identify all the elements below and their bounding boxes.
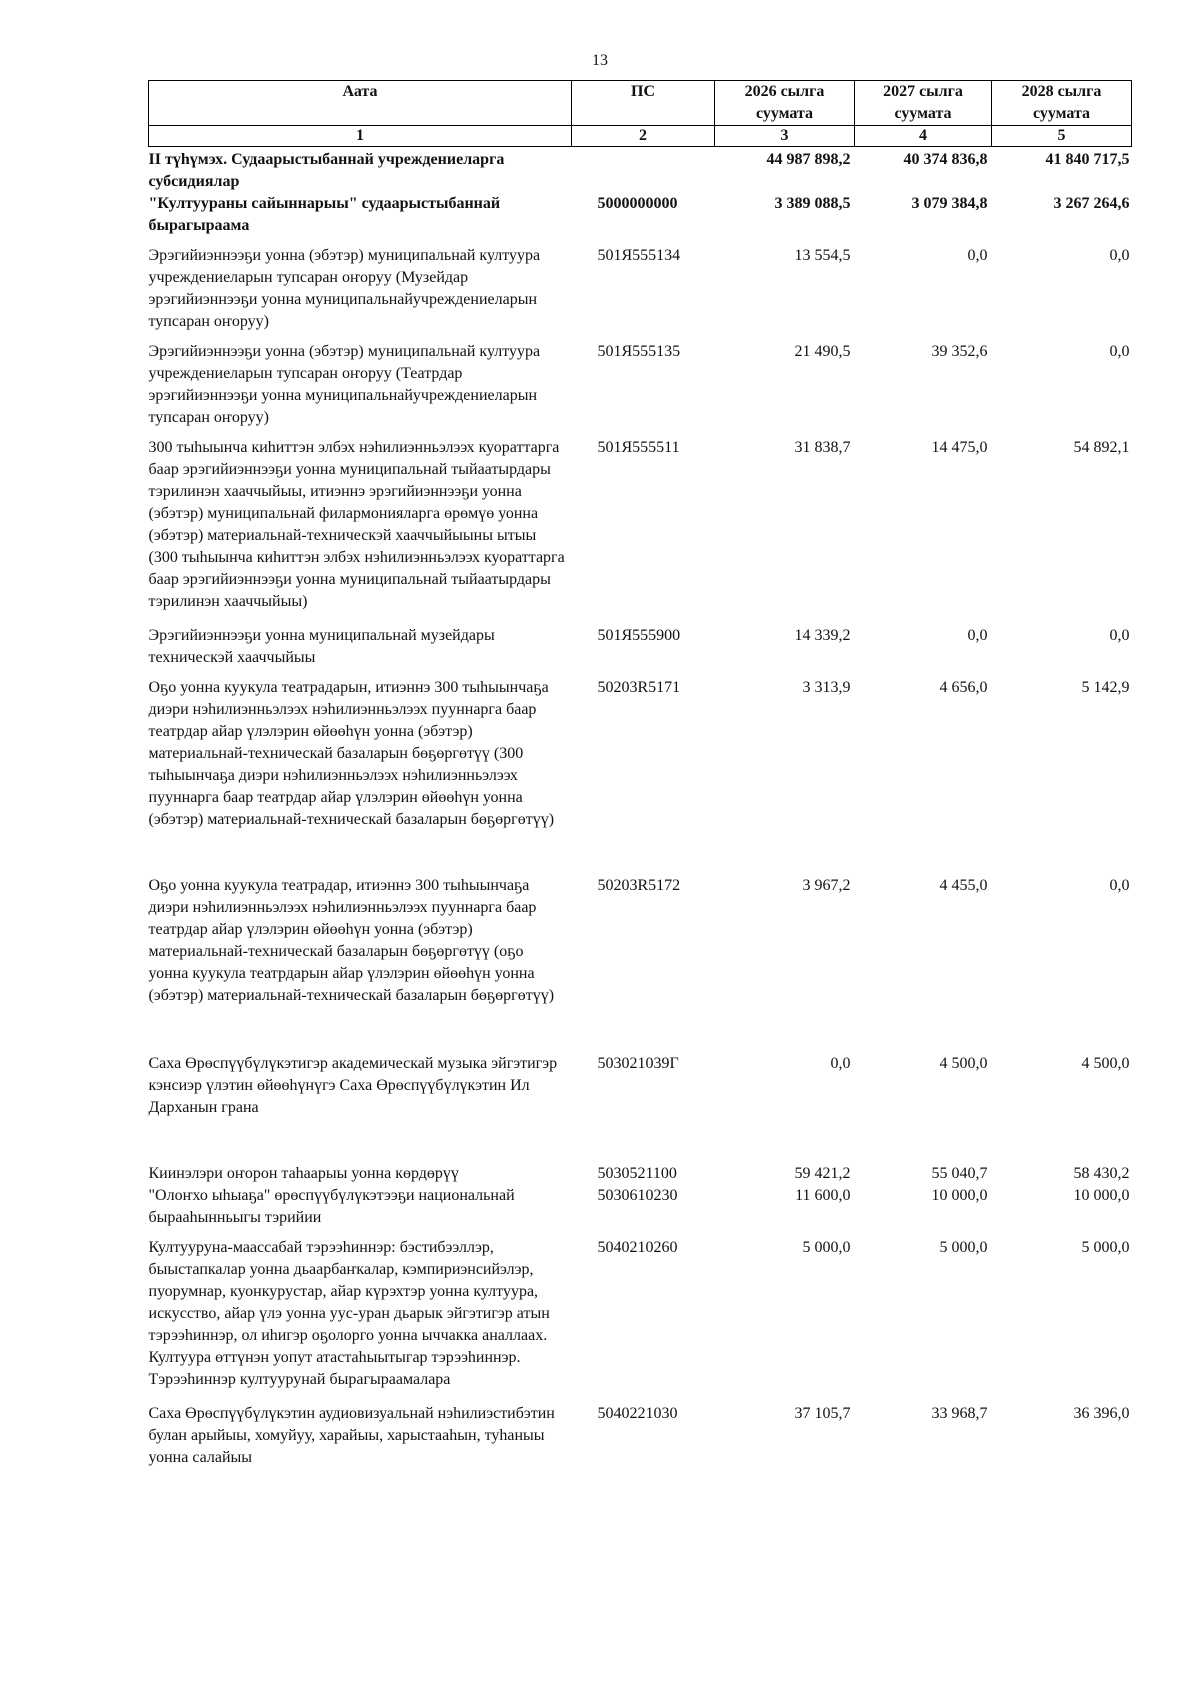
column-number: 2 — [572, 126, 715, 147]
row-value-2026: 3 389 088,5 — [774, 195, 851, 212]
table-row — [149, 147, 1132, 194]
row-value-2027: 4 656,0 — [939, 679, 988, 696]
row-name: Оҕо уонна куукула театрадар, итиэннэ 300 тыһыынчаҕа диэри нэһилиэнньэлээх нэһилиэнньэлээх пууннарга баар театрдар айар үлэлэрин өйөөһүн уонна (эбэтэр) материальнай-техническай базаларын бөҕөргөтүү (оҕо уонна куукула театрдарын айар үлэлэрин өйөөһүн уонна (эбэтэр) материальнай-техническай базаларын бөҕөргөтүү) — [148, 877, 555, 1004]
table-row — [149, 613, 1132, 669]
row-name: Эрэгийиэннээҕи уонна (эбэтэр) муниципальнай култуура учреждениеларын тупсаран оҥоруу (Театрдар эрэгийиэннээҕи уонна муниципальнайучреждениеларын тупсаран оҥоруу) — [148, 343, 541, 426]
row-code: 501Я555135 — [597, 343, 681, 360]
header-year-2028: 2028 сылга суумата — [992, 81, 1132, 126]
row-name: Киинэлэри оҥорон таһаарыы уонна көрдөрүү — [148, 1165, 459, 1182]
row-value-2026: 13 554,5 — [794, 247, 851, 264]
row-value-2026: 44 987 898,2 — [766, 151, 851, 168]
row-name: Эрэгийиэннээҕи уонна муниципальнай музейдары техническэй хааччыйыы — [148, 627, 495, 666]
row-code: 5030610230 — [597, 1187, 678, 1204]
table-row — [149, 1119, 1132, 1185]
header-year-2026: 2026 сылга суумата — [715, 81, 855, 126]
row-value-2026: 0,0 — [830, 1055, 851, 1072]
column-number: 5 — [992, 126, 1132, 147]
column-number: 1 — [149, 126, 572, 147]
row-value-2027: 0,0 — [967, 627, 988, 644]
row-value-2028: 54 892,1 — [1073, 439, 1130, 456]
column-number: 4 — [855, 126, 992, 147]
table-row — [149, 333, 1132, 429]
row-name: 300 тыһыынча киһиттэн элбэх нэһилиэнньэлээх куораттарга баар эрэгийиэннээҕи уонна муниципальнай тыйаатырдары тэрилинэн хааччыйыы, итиэннэ эрэгийиэннээҕи уонна (эбэтэр) муниципальнай филармонияларга өрөмүө уонна (эбэтэр) материальнай-техническэй хааччыйыыны ытыы (300 тыһыынча киһиттэн элбэх нэһилиэнньэлээх куораттарга баар эрэгийиэннээҕи уонна муниципальнай тыйаатырдары тэрилинэн хааччыйыы) — [148, 439, 565, 610]
table-row — [149, 1007, 1132, 1119]
row-value-2026: 14 339,2 — [794, 627, 851, 644]
column-number: 3 — [715, 126, 855, 147]
row-value-2027: 3 079 384,8 — [911, 195, 988, 212]
header-code: ПС — [572, 81, 715, 126]
table-row — [149, 1229, 1132, 1391]
row-value-2026: 5 000,0 — [802, 1239, 851, 1256]
row-value-2026: 3 967,2 — [802, 877, 851, 894]
row-code: 503021039Г — [597, 1055, 679, 1072]
row-code: 501Я555900 — [597, 627, 681, 644]
row-value-2028: 0,0 — [1109, 343, 1130, 360]
row-code — [572, 147, 715, 194]
row-value-2026: 3 313,9 — [802, 679, 851, 696]
row-value-2026: 59 421,2 — [794, 1165, 851, 1182]
table-row — [149, 193, 1132, 237]
row-value-2028: 36 396,0 — [1073, 1405, 1130, 1422]
header-name: Аата — [149, 81, 572, 126]
row-value-2028: 58 430,2 — [1073, 1165, 1130, 1182]
row-name: Саха Өрөспүүбүлүкэтин аудиовизуальнай нэһилиэстибэтин булан арыйыы, хомуйуу, харайыы, харыстааһын, туһаныы уонна салайыы — [148, 1405, 555, 1466]
row-name: "Олоҥхо ыһыаҕа" өрөспүүбүлүкэтээҕи национальнай бырааһынньыгы тэрийии — [148, 1187, 515, 1226]
row-code: 5040210260 — [597, 1239, 678, 1256]
row-value-2028: 3 267 264,6 — [1053, 195, 1130, 212]
row-value-2026: 37 105,7 — [794, 1405, 851, 1422]
table-row — [149, 831, 1132, 1007]
row-code: 501Я555134 — [597, 247, 681, 264]
column-number-row — [149, 126, 1132, 147]
row-value-2026: 31 838,7 — [794, 439, 851, 456]
row-code: 50203R5171 — [597, 679, 681, 696]
budget-table — [148, 80, 1132, 1469]
row-code: 5030521100 — [597, 1165, 677, 1182]
row-name: Эрэгийиэннээҕи уонна (эбэтэр) муниципальнай култуура учреждениеларын тупсаран оҥоруу (Музейдар эрэгийиэннээҕи уонна муниципальнайучреждениеларын тупсаран оҥоруу) — [148, 247, 541, 330]
table-row — [149, 429, 1132, 613]
row-value-2027: 4 500,0 — [939, 1055, 988, 1072]
row-value-2027: 14 475,0 — [931, 439, 988, 456]
row-value-2027: 39 352,6 — [931, 343, 988, 360]
row-value-2028: 0,0 — [1109, 627, 1130, 644]
row-name: Оҕо уонна куукула театрадарын, итиэннэ 300 тыһыынчаҕа диэри нэһилиэнньэлээх нэһилиэнньэлээх пууннарга баар театрдар айар үлэлэрин өйөөһүн уонна (эбэтэр) материальнай-техническай базаларын бөҕөргөтүү (300 тыһыынчаҕа диэри нэһилиэнньэлээх нэһилиэнньэлээх пууннарга баар театрдар айар үлэлэрин өйөөһүн уонна (эбэтэр) материальнай-техническай базаларын бөҕөргөтүү) — [148, 679, 555, 828]
row-code: 5000000000 — [597, 195, 678, 212]
row-value-2028: 5 142,9 — [1081, 679, 1130, 696]
row-value-2027: 33 968,7 — [931, 1405, 988, 1422]
row-code: 50203R5172 — [597, 877, 681, 894]
table-row — [149, 1185, 1132, 1229]
row-value-2028: 4 500,0 — [1081, 1055, 1130, 1072]
row-value-2028: 0,0 — [1109, 877, 1130, 894]
table-row — [149, 669, 1132, 831]
table-row — [149, 237, 1132, 333]
row-value-2026: 21 490,5 — [794, 343, 851, 360]
row-value-2027: 5 000,0 — [939, 1239, 988, 1256]
header-row — [149, 81, 1132, 126]
row-value-2027: 0,0 — [967, 247, 988, 264]
row-value-2027: 4 455,0 — [939, 877, 988, 894]
row-name: Саха Өрөспүүбүлүкэтигэр академическай музыка эйгэтигэр кэнсиэр үлэтин өйөөһүнүгэ Саха Өрөспүүбүлүкэтин Ил Дарханын грана — [148, 1055, 558, 1116]
row-code: 501Я555511 — [597, 439, 680, 456]
header-year-2027: 2027 сылга суумата — [855, 81, 992, 126]
row-value-2027: 40 374 836,8 — [903, 151, 988, 168]
row-code: 5040221030 — [597, 1405, 678, 1422]
row-name: Култууруна-маассабай тэрээһиннэр: бэстибээллэр, быыстапкалар уонна дьаарбаҥкалар, кэмпириэнсийэлэр, пуорумнар, куонкурустар, айар күрэхтэр уонна култуура, искусство, айар үлэ уонна уус-уран дьарык эйгэтигэр атын тэрээһиннэр, ол иһигэр оҕолорго уонна ыччакка аналлаах. Култуура өттүнэн уопут атастаһыытыгар тэрээһиннэр. Тэрээһиннэр култуурунай бырагыраамалара — [148, 1239, 550, 1388]
row-value-2028: 41 840 717,5 — [1045, 151, 1130, 168]
table-row — [149, 1391, 1132, 1469]
row-name: "Култуураны сайыннарыы" судаарыстыбаннай бырагыраама — [148, 195, 501, 234]
row-value-2028: 5 000,0 — [1081, 1239, 1130, 1256]
row-name: II түһүмэх. Судаарыстыбаннай учреждениеларга субсидиялар — [148, 151, 505, 190]
row-value-2027: 10 000,0 — [931, 1187, 988, 1204]
row-value-2027: 55 040,7 — [931, 1165, 988, 1182]
row-value-2026: 11 600,0 — [795, 1187, 851, 1204]
row-value-2028: 10 000,0 — [1073, 1187, 1130, 1204]
row-value-2028: 0,0 — [1109, 247, 1130, 264]
page-number: 13 — [592, 52, 608, 69]
